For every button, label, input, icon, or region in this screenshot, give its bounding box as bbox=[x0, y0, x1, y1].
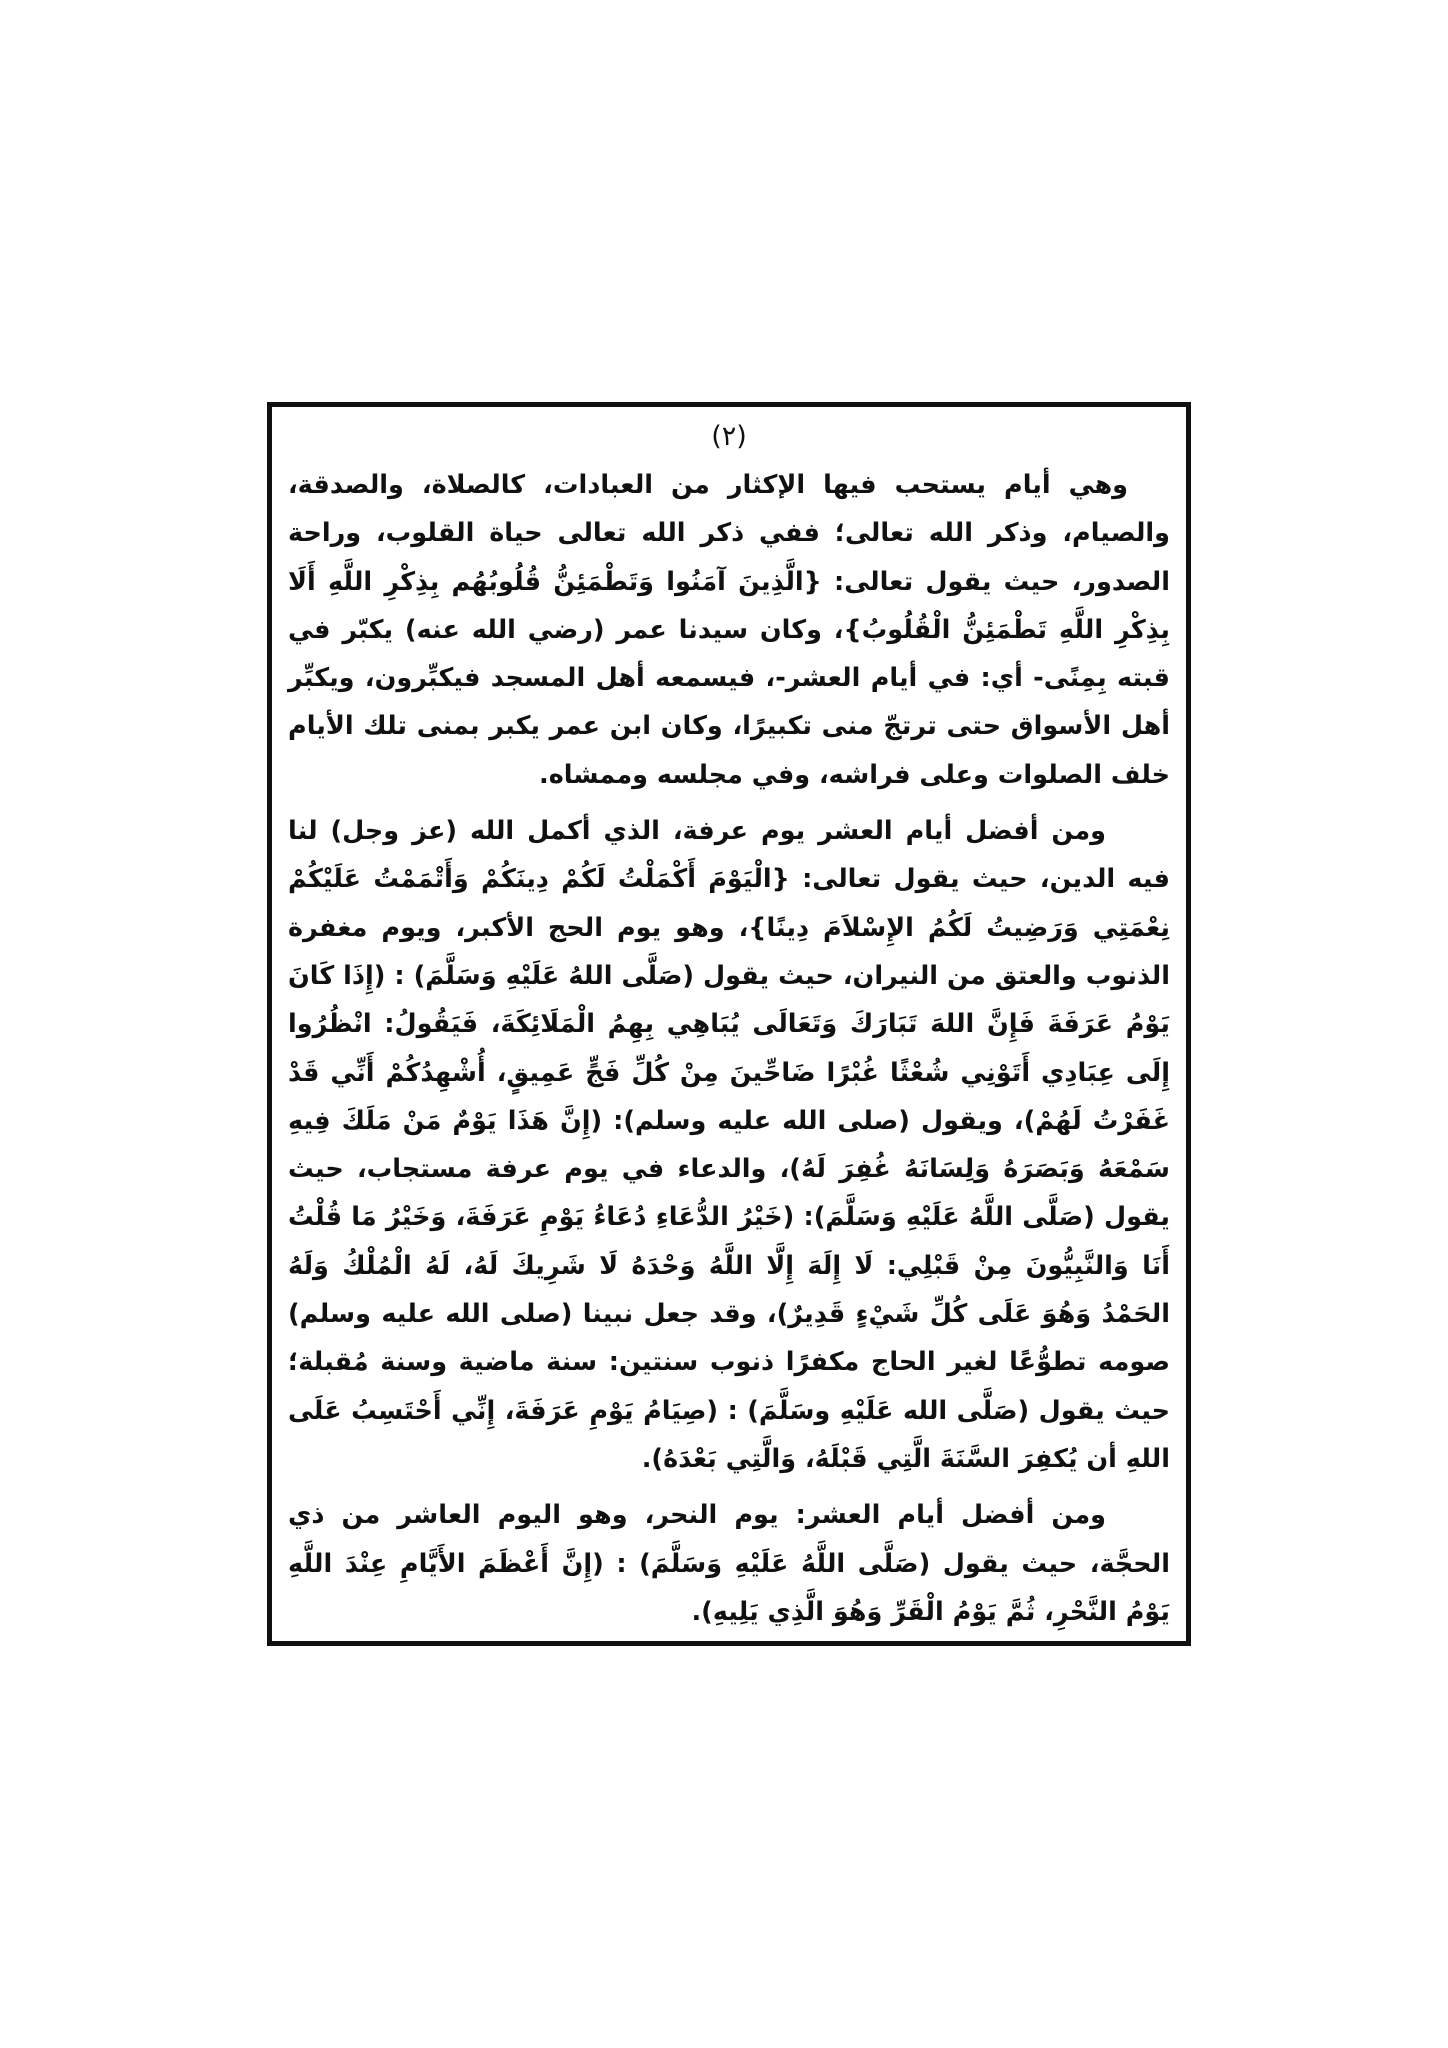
paragraph-arafah: ومن أفضل أيام العشر يوم عرفة، الذي أكمل الله (عز وجل) لنا فيه الدين، حيث يقول تعالى: {الْيَوْمَ أَكْمَلْتُ لَكُمْ دِينَكُمْ وَأَتْمَمْتُ عَلَيْكُمْ نِعْمَتِي وَرَضِيتُ لَكُمُ الإِسْلاَمَ دِينًا}، وهو يوم الحج الأكبر، ويوم مغفرة الذنوب والعتق من النيران، حيث يقول (صَلَّى اللهُ عَلَيْهِ وَسَلَّمَ) : (إِذَا كَانَ يَوْمُ عَرَفَةَ فَإِنَّ اللهَ تَبَارَكَ وَتَعَالَى يُبَاهِي بِهِمُ الْمَلَائِكَةَ، فَيَقُولُ: انْظُرُوا إِلَى عِبَادِي أَتَوْنِي شُعْثًا غُبْرًا ضَاحِّينَ مِنْ كُلِّ فَجٍّ عَمِيقٍ، أُشْهِدُكُمْ أَنِّي قَدْ غَفَرْتُ لَهُمْ)، ويقول (صلى الله عليه وسلم): (إِنَّ هَذَا يَوْمٌ مَنْ مَلَكَ فِيهِ سَمْعَهُ وَبَصَرَهُ وَلِسَانَهُ غُفِرَ لَهُ)، والدعاء في يوم عرفة مستجاب، حيث يقول (صَلَّى اللَّهُ عَلَيْهِ وَسَلَّمَ): (خَيْرُ الدُّعَاءِ دُعَاءُ يَوْمِ عَرَفَةَ، وَخَيْرُ مَا قُلْتُ أَنَا وَالنَّبِيُّونَ مِنْ قَبْلِي: لَا إِلَهَ إِلَّا اللَّهُ وَحْدَهُ لَا شَرِيكَ لَهُ، لَهُ الْمُلْكُ وَلَهُ الحَمْدُ وَهُوَ عَلَى كُلِّ شَيْءٍ قَدِيرٌ)، وقد جعل نبينا (صلى الله عليه وسلم) صومه تطوُّعًا لغير الحاج مكفرًا ذنوب سنتين: سنة ماضية وسنة مُقبلة؛ حيث يقول (صَلَّى الله عَلَيْهِ وسَلَّمَ) : (صِيَامُ يَوْمِ عَرَفَةَ، إِنِّي أَحْتَسِبُ عَلَى اللهِ أن يُكفِرَ السَّنَةَ الَّتِي قَبْلَهُ، وَالَّتِي بَعْدَهُ). bbox=[288, 816, 1170, 1474]
paragraph-dhikr: وهي أيام يستحب فيها الإكثار من العبادات، كالصلاة، والصدقة، والصيام، وذكر الله تعالى؛ ففي ذكر الله تعالى حياة القلوب، وراحة الصدور، حيث يقول تعالى: {الَّذِينَ آمَنُوا وَتَطْمَئِنُّ قُلُوبُهُم بِذِكْرِ اللَّهِ أَلَا بِذِكْرِ اللَّهِ تَطْمَئِنُّ الْقُلُوبُ}، وكان سيدنا عمر (رضي الله عنه) يكبّر في قبته بِمِنًى- أي: في أيام العشر-، فيسمعه أهل المسجد فيكبِّرون، ويكبِّر أهل الأسواق حتى ترتجّ منى تكبيرًا، وكان ابن عمر يكبر بمنى تلك الأيام خلف الصلوات وعلى فراشه، وفي مجلسه وممشاه. bbox=[288, 470, 1170, 790]
page-frame bbox=[267, 402, 1191, 1646]
body-text bbox=[288, 461, 1170, 1636]
paragraph-nahr: ومن أفضل أيام العشر: يوم النحر، وهو اليوم العاشر من ذي الحجَّة، حيث يقول (صَلَّى اللَّهُ عَلَيْهِ وَسَلَّمَ) : (إِنَّ أَعْظَمَ الأَيَّامِ عِنْدَ اللَّهِ يَوْمُ النَّحْرِ، ثُمَّ يَوْمُ الْقَرِّ وَهُوَ الَّذِي يَلِيهِ). bbox=[288, 1500, 1170, 1627]
page-number: (٢) bbox=[711, 421, 747, 452]
